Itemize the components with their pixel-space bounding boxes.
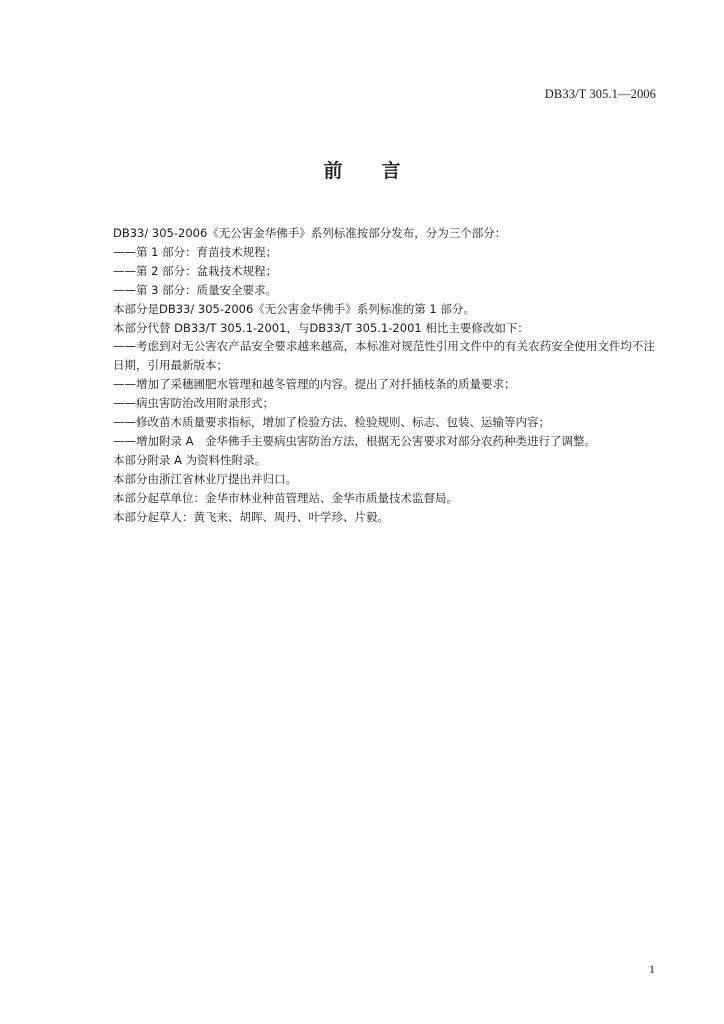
change-item-management: ——增加了采穗圃肥水管理和越冬管理的内容。提出了对扦插枝条的质量要求； xyxy=(113,377,516,392)
foreword-body xyxy=(113,224,655,527)
paragraph-scope: 本部分是DB33/ 305-2006《无公害金华佛手》系列标准的第 1 部分。 xyxy=(113,301,475,316)
list-item-part-1: ——第 1 部分：育苗技术规程； xyxy=(113,244,278,259)
change-item-pest-control: ——病虫害防治改用附录形式； xyxy=(113,396,274,411)
paragraph-intro: DB33/ 305-2006《无公害金华佛手》系列标准按部分发布，分为三个部分： xyxy=(113,226,507,240)
paragraph-replaces: 本部分代替 DB33/T 305.1-2001，与DB33/T 305.1-2001 相比主要修改如下： xyxy=(113,320,529,335)
paragraph-drafting-units: 本部分起草单位：金华市林业种苗管理站、金华市质量技术监督局。 xyxy=(113,490,458,505)
list-item-part-3: ——第 3 部分：质量安全要求。 xyxy=(113,282,278,297)
list-item-part-2: ——第 2 部分：盆栽技术规程； xyxy=(113,263,278,278)
standard-code: DB33/T 305.1—2006 xyxy=(544,87,656,101)
paragraph-appendix-note: 本部分附录 A 为资料性附录。 xyxy=(113,452,267,467)
change-item-appendix: ——增加附录 A 金华佛手主要病虫害防治方法，根据无公害要求对部分农药种类进行了调整。 xyxy=(113,433,597,448)
change-item-quality: ——修改苗木质量要求指标，增加了检验方法、检验规则、标志、包装、运输等内容； xyxy=(113,415,550,430)
page-title: 前言 xyxy=(323,160,440,182)
paragraph-drafters: 本部分起草人：黄飞来、胡晖、周丹、叶学珍、片毅。 xyxy=(113,509,389,524)
change-item-pesticide-references: ——考虑到对无公害农产品安全要求越来越高，本标准对规范性引用文件中的有关农药安全使用文件均不注日期，引用最新版本； xyxy=(113,339,655,373)
page-number: 1 xyxy=(649,962,655,976)
paragraph-proposed-by: 本部分由浙江省林业厅提出并归口。 xyxy=(113,471,297,486)
